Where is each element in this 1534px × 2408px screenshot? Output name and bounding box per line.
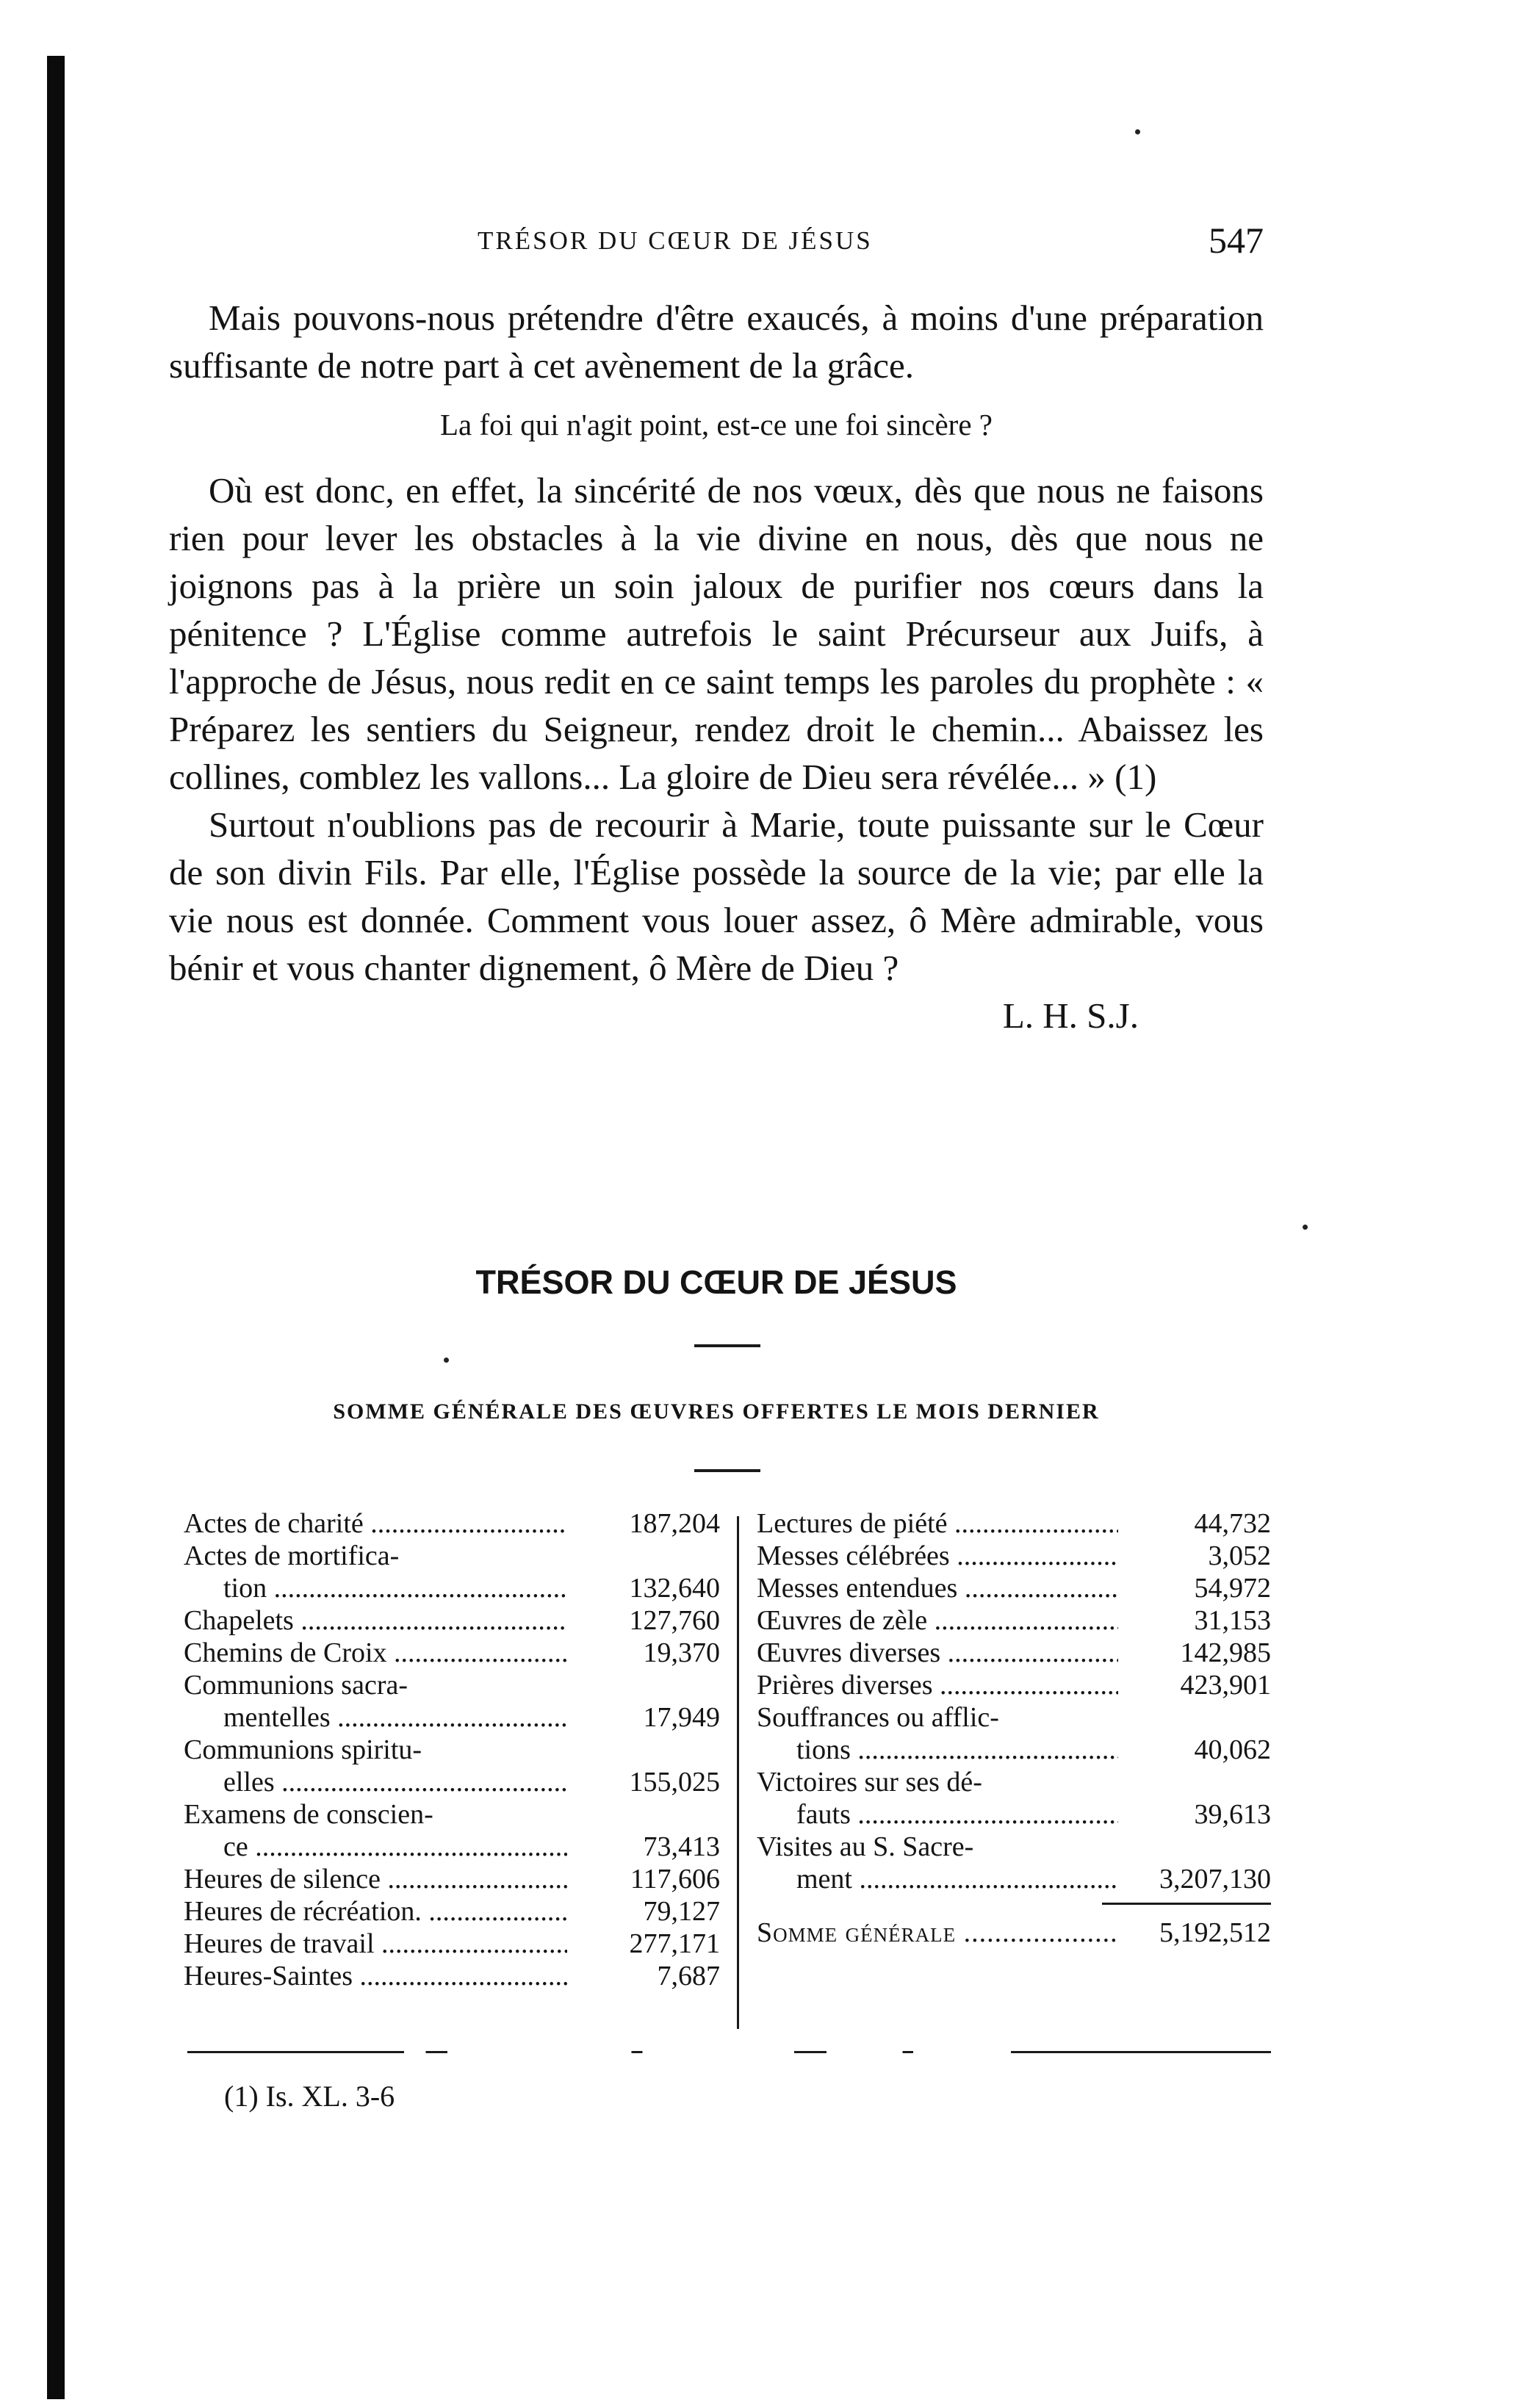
tally-row: Prières diverses ..... 423,901: [757, 1669, 1271, 1701]
total-rule: [1102, 1903, 1271, 1905]
section-subtitle: SOMME GÉNÉRALE DES ŒUVRES OFFERTES LE MOIS DERNIER: [333, 1399, 1100, 1424]
tally-row-continued: mentelles ..... 17,949: [184, 1701, 720, 1734]
tally-row: Heures de silence ..... 117,606: [184, 1863, 720, 1895]
book-spine-edge: [47, 56, 65, 2399]
tally-row: Heures de travail ..... 277,171: [184, 1928, 720, 1960]
tally-row-continued: elles ..... 155,025: [184, 1766, 720, 1798]
tally-row: Examens de conscien-: [184, 1799, 433, 1830]
paragraph-1: Mais pouvons-nous prétendre d'être exaucés, à moins d'une préparation suffisante de notre part à cet avènement de la grâce.: [169, 298, 1264, 386]
tally-column-left: [184, 1507, 720, 1992]
tally-column-right: [757, 1507, 1271, 1949]
tally-row: Lectures de piété ..... 44,732: [757, 1507, 1271, 1540]
tally-row: Messes entendues ..... 54,972: [757, 1572, 1271, 1604]
ink-speck: [1303, 1225, 1308, 1230]
page-number: 547: [1209, 220, 1264, 261]
body-text: [169, 294, 1264, 1039]
column-divider: [737, 1516, 739, 2029]
divider-rule: [694, 1469, 760, 1472]
ink-speck: [444, 1358, 449, 1363]
tally-row-continued: fauts ..... 39,613: [757, 1798, 1271, 1831]
tally-row: Victoires sur ses dé-: [757, 1767, 982, 1798]
tally-row: Communions sacra-: [184, 1670, 408, 1701]
divider-rule: [694, 1344, 760, 1347]
tally-row: Communions spiritu-: [184, 1734, 422, 1765]
section-title: TRÉSOR DU CŒUR DE JÉSUS: [475, 1264, 957, 1301]
tally-row: Œuvres de zèle ..... 31,153: [757, 1604, 1271, 1637]
tally-row: Œuvres diverses ..... 142,985: [757, 1637, 1271, 1669]
tally-row: Visites au S. Sacre-: [757, 1831, 974, 1862]
tally-row: Actes de charité ..... 187,204: [184, 1507, 720, 1540]
tally-row: Chemins de Croix ..... 19,370: [184, 1637, 720, 1669]
tally-row-continued: tion ..... 132,640: [184, 1572, 720, 1604]
tally-row: Souffrances ou afflic-: [757, 1702, 999, 1733]
tally-row-continued: ce ..... 73,413: [184, 1831, 720, 1863]
ink-speck: [1135, 129, 1140, 134]
page-header: [169, 220, 1264, 264]
tally-row: Actes de mortifica-: [184, 1540, 400, 1571]
signature: L. H. S.J.: [1002, 995, 1139, 1036]
tally-table: [184, 1507, 1271, 2036]
footnote: (1) Is. XL. 3-6: [224, 2080, 395, 2113]
tally-row: Heures de récréation. ..... 79,127: [184, 1895, 720, 1928]
tally-row-continued: tions ..... 40,062: [757, 1734, 1271, 1766]
tally-row: Heures-Saintes ..... 7,687: [184, 1960, 720, 1992]
paragraph-3: Surtout n'oublions pas de recourir à Marie, toute puissante sur le Cœur de son divin Fils. Par elle, l'Église possède la source de la vie; par elle la vie nous est donnée. Comment vous louer assez, ô Mère admirable, vous bénir et vous chanter dignement, ô Mère de Dieu ?: [169, 804, 1264, 988]
tally-row: Chapelets ..... 127,760: [184, 1604, 720, 1637]
grand-total-row: Somme générale ..... 5,192,512: [757, 1917, 1271, 1949]
tally-row: Messes célébrées ..... 3,052: [757, 1540, 1271, 1572]
running-title: TRÉSOR DU CŒUR DE JÉSUS: [478, 226, 873, 255]
paragraph-2: Où est donc, en effet, la sincérité de nos vœux, dès que nous ne faisons rien pour lever les obstacles à la vie divine en nous, dès que nous ne joignons pas à la prière un soin jaloux de purifier nos cœurs dans la pénitence ? L'Église comme autrefois le saint Précurseur aux Juifs, à l'approche de Jésus, nous redit en ce saint temps les paroles du prophète : « Préparez les sentiers du Seigneur, rendez droit le chemin... Abaissez les collines, comblez les vallons... La gloire de Dieu sera révélée... » (1): [169, 470, 1264, 797]
tally-row-continued: ment ..... 3,207,130: [757, 1863, 1271, 1895]
question-line: La foi qui n'agit point, est-ce une foi sincère ?: [440, 408, 993, 441]
footnote-rule: [187, 2051, 1271, 2053]
